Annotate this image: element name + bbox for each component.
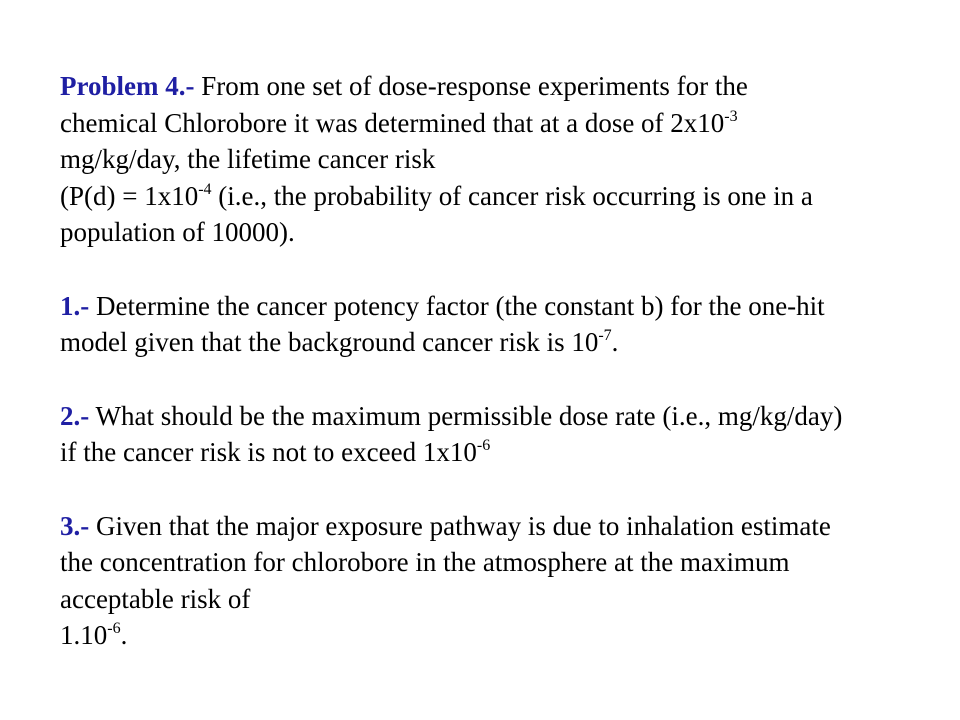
- problem-exponent-1: -3: [724, 107, 738, 125]
- question-2-exponent: -6: [476, 437, 491, 454]
- question-1-end: .: [611, 327, 619, 357]
- problem-text-block: [60, 68, 850, 654]
- question-2-text: What should be the maximum permissible dose rate (i.e., mg/kg/day) if the cancer risk is not to exceed 1x10: [60, 400, 843, 467]
- question-1-label: 1.-: [60, 290, 90, 321]
- spacer: [60, 361, 850, 398]
- question-3-value: 1.10: [60, 620, 108, 650]
- spacer: [60, 471, 850, 508]
- question-3-label: 3.-: [60, 510, 90, 541]
- problem-label: Problem 4.-: [60, 71, 195, 101]
- problem-text-2: mg/kg/day, the lifetime cancer risk: [60, 144, 436, 174]
- problem-text-4: (i.e., the probability of cancer risk occurring is one in a population of 10000).: [60, 180, 813, 247]
- question-1-exponent: -7: [598, 327, 612, 344]
- question-1-text: Determine the cancer potency factor (the constant b) for the one-hit model given that the background cancer risk is 10: [60, 290, 825, 357]
- question-2-label: 2.-: [60, 400, 90, 431]
- problem-text-1: From one set of dose-response experiments for the chemical Chlorobore it was determined that at a dose of 2x10: [60, 71, 748, 138]
- problem-statement: [60, 68, 850, 251]
- question-3-exponent: -6: [107, 620, 121, 637]
- question-1: [60, 288, 850, 361]
- question-2: [60, 398, 850, 471]
- question-3-end: .: [120, 620, 128, 650]
- question-3-text: Given that the major exposure pathway is due to inhalation estimate the concentration for chlorobore in the atmosphere at the maximum acceptable risk of: [60, 510, 831, 614]
- question-3: [60, 508, 850, 654]
- problem-text-3: (P(d) = 1x10: [60, 180, 199, 211]
- problem-exponent-2: -4: [198, 180, 212, 198]
- spacer: [60, 251, 850, 288]
